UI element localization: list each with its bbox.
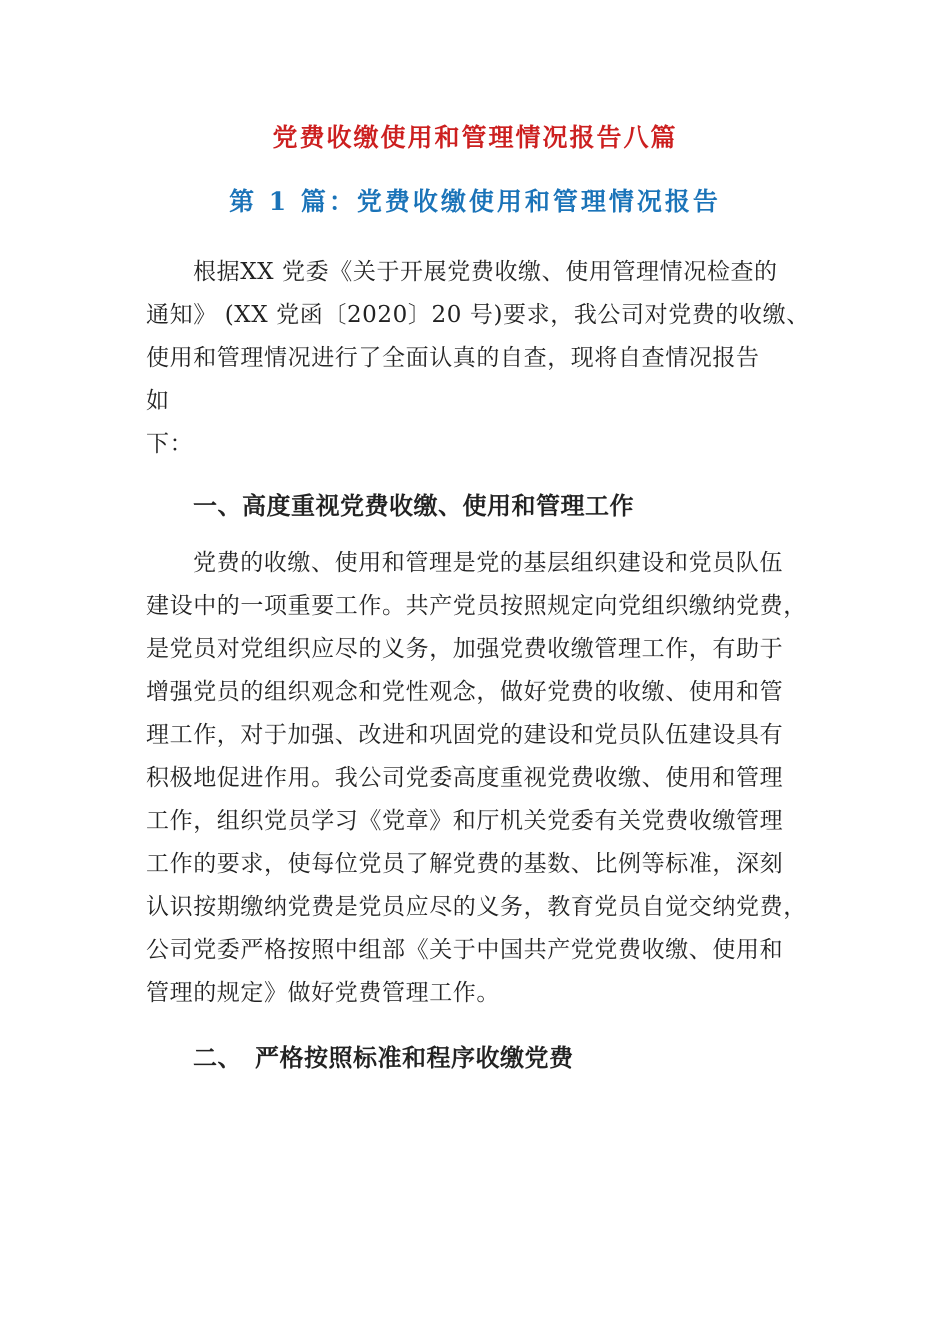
paragraph-line: 增强党员的组织观念和党性观念，做好党费的收缴、使用和管 <box>146 679 784 705</box>
chapter-title: 第 1 篇：党费收缴使用和管理情况报告 <box>229 187 721 216</box>
paragraph-line: 建设中的一项重要工作。共产党员按照规定向党组织缴纳党费， <box>146 593 807 619</box>
paragraph-line: 管理的规定》做好党费管理工作。 <box>146 980 500 1006</box>
paragraph-line: 根据XX 党委《关于开展党费收缴、使用管理情况检查的 <box>193 259 778 285</box>
paragraph-line: 积极地促进作用。我公司党委高度重视党费收缴、使用和管理 <box>146 765 784 791</box>
paragraph-line: 认识按期缴纳党费是党员应尽的义务，教育党员自觉交纳党费， <box>146 894 807 920</box>
paragraph-line: 工作，组织党员学习《党章》和厅机关党委有关党费收缴管理 <box>146 808 784 834</box>
paragraph-line: 是党员对党组织应尽的义务，加强党费收缴管理工作，有助于 <box>146 636 784 662</box>
section-2-heading <box>193 1038 574 1073</box>
section-2-title: 严格按照标准和程序收缴党费 <box>255 1043 574 1072</box>
section-2-number: 二、 <box>193 1043 242 1072</box>
paragraph-line: 下： <box>146 431 194 457</box>
paragraph-line: 通知》 (XX 党函〔2020〕20 号)要求，我公司对党费的收缴、 <box>146 302 810 328</box>
paragraph-line: 公司党委严格按照中组部《关于中国共产党党费收缴、使用和 <box>146 937 784 963</box>
paragraph-line: 如 <box>146 388 170 414</box>
document-title: 党费收缴使用和管理情况报告八篇 <box>272 123 678 152</box>
intro-paragraph <box>146 251 810 466</box>
paragraph-line: 使用和管理情况进行了全面认真的自查，现将自查情况报告 <box>146 345 760 371</box>
paragraph-line: 党费的收缴、使用和管理是党的基层组织建设和党员队伍 <box>193 550 783 576</box>
section-1-heading: 一、高度重视党费收缴、使用和管理工作 <box>193 491 634 520</box>
paragraph-line: 理工作，对于加强、改进和巩固党的建设和党员队伍建设具有 <box>146 722 784 748</box>
section-1-paragraph <box>146 542 806 1015</box>
paragraph-line: 工作的要求，使每位党员了解党费的基数、比例等标准，深刻 <box>146 851 784 877</box>
